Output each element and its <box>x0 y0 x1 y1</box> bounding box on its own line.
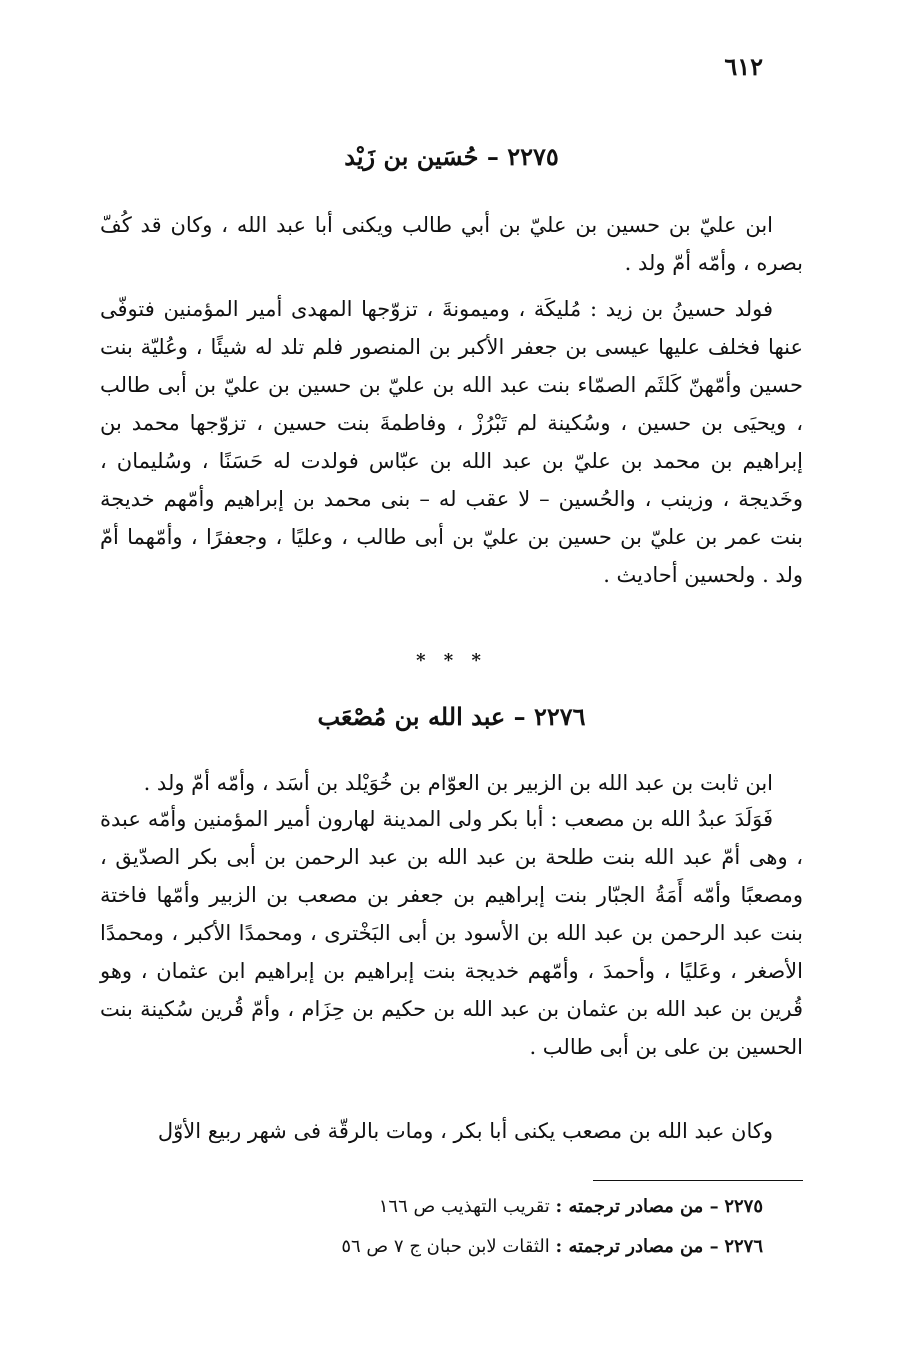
footnote-number: ٢٢٧٥ <box>724 1196 763 1217</box>
footnote-number: ٢٢٧٦ <box>724 1236 763 1257</box>
section-separator: * * * <box>416 650 487 671</box>
entry-2276-paragraph-2: فَوَلَدَ عبدُ الله بن مصعب : أبا بكر ولى المدينة لهارون أمير المؤمنين وأمّه عبدة ، وهى أمّ عبد الله بنت طلحة بن عبد الله بن عبد الرحمن بن أبى بكر الصدّيق ، ومصعبًا وأمّه أَمَةُ الجبّار بنت إبراهيم بن جعفر بن مصعب بن الزبير وأمّها فاختة بنت عبد الرحمن بن عبد الله بن الأسود بن أبى البَخْترى ، ومحمدًا الأكبر ، ومحمدًا الأصغر ، وعَليًا ، وأحمدَ ، وأمّهم خديجة بنت إبراهيم بن إبراهيم ابن عثمان ، وهو قُرين بن عبد الله بن عثمان بن عبد الله بن حكيم بن حِزَام ، وأمّ قُرين سُكينة بنت الحسين بن على بن أبى طالب . <box>100 807 803 1059</box>
entry-2275-paragraph-2: فولد حسينُ بن زيد : مُليكَة ، وميمونةَ ، تزوّجها المهدى أمير المؤمنين فتوفّى عنها فخلف عليها عيسى بن جعفر الأكبر بن المنصور فلم تلد له شيئًا ، وعُليّة بنت حسين وأمّهنّ كَلثَم الصمّاء بنت عبد الله بن عليّ بن حسين بن عليّ بن أبى طالب ، ويحيَى بن حسين ، وسُكينة لم تَبْرُزْ ، وفاطمةَ بنت حسين ، تزوّجها محمد بن إبراهيم بن محمد بن عليّ بن عبد الله بن عبّاس فولدت له حَسَنًا ، وسُليمان ، وخَديجة ، وزينب ، والحُسين – لا عقب له – بنى محمد بن إبراهيم وأمّهم خديجة بنت عمر بن عليّ بن حسين بن عليّ بن أبى طالب ، وعليًا ، وجعفرًا ، وأمّهما أمّ ولد . ولحسين أحاديث . <box>100 297 803 587</box>
entry-2276-paragraph-3: وكان عبد الله بن مصعب يكنى أبا بكر ، ومات بالرقّة فى شهر ربيع الأوّل <box>157 1119 773 1143</box>
entry-heading-2276: ٢٢٧٦ – عبد الله بن مُصْعَب <box>317 702 586 731</box>
entry-2275-paragraph-1: ابن عليّ بن حسين بن عليّ بن أبي طالب ويكنى أبا عبد الله ، وكان قد كُفّ بصره ، وأمّه أمّ ولد . <box>100 213 803 275</box>
footnote-divider <box>593 1180 803 1181</box>
entry-2276-paragraph-1: ابن ثابت بن عبد الله بن الزبير بن العوّام بن خُوَيْلد بن أسَد ، وأمّه أمّ ولد . <box>143 771 773 795</box>
footnote-text: الثقات لابن حبان ج ٧ ص ٥٦ <box>341 1236 550 1257</box>
footnote-2275 <box>379 1194 763 1220</box>
footnote-lead: – من مصادر ترجمته : <box>555 1236 719 1257</box>
entry-heading-2275: ٢٢٧٥ – حُسَين بن زَيْد <box>344 142 559 171</box>
page-number: ٦١٢ <box>724 52 763 81</box>
footnote-text: تقريب التهذيب ص ١٦٦ <box>378 1196 550 1217</box>
footnote-2276 <box>341 1234 763 1260</box>
footnote-lead: – من مصادر ترجمته : <box>555 1196 719 1217</box>
